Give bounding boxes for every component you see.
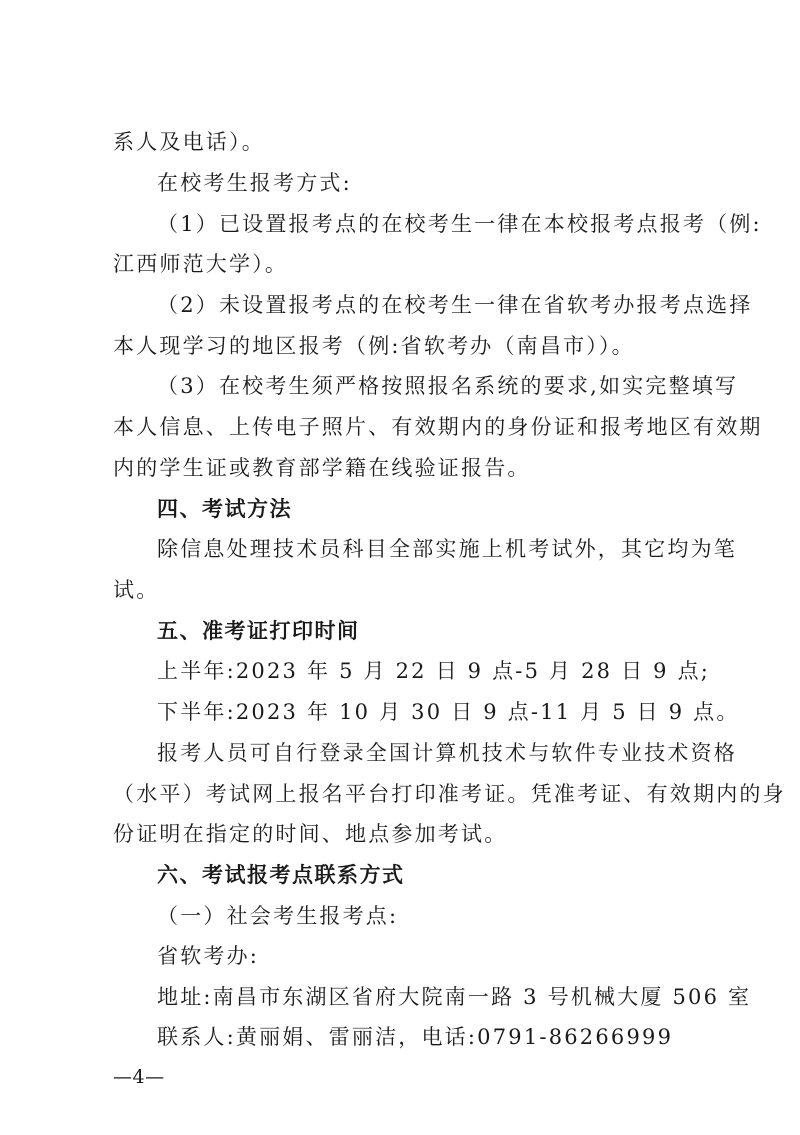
- text-line: 试。: [113, 578, 160, 602]
- section-heading: 五、准考证打印时间: [157, 619, 360, 643]
- text-line: 联系人:黄丽娟、雷丽洁，电话:0791-86266999: [157, 1025, 674, 1049]
- section-heading: 四、考试方法: [157, 497, 292, 521]
- text-line: 份证明在指定的时间、地点参加考试。: [113, 822, 508, 846]
- text-line: 上半年:2023 年 5 月 22 日 9 点-5 月 28 日 9 点;: [157, 659, 711, 683]
- text-line: 江西师范大学）。: [113, 252, 289, 276]
- text-line: （水平）考试网上报名平台打印准考证。凭准考证、有效期内的身: [113, 782, 786, 806]
- text-line: 除信息处理技术员科目全部实施上机考试外，其它均为笔: [157, 537, 737, 561]
- page-number: —4—: [113, 1066, 165, 1088]
- text-line: （3）在校考生须严格按照报名系统的要求,如实完整填写: [157, 374, 739, 398]
- text-line: 下半年:2023 年 10 月 30 日 9 点-11 月 5 日 9 点。: [157, 700, 740, 724]
- text-line: （2）未设置报考点的在校考生一律在省软考办报考点选择: [157, 293, 753, 317]
- text-line: 本人现学习的地区报考（例:省软考办（南昌市））。: [113, 334, 635, 358]
- text-line: 内的学生证或教育部学籍在线验证报告。: [113, 456, 531, 480]
- text-line: 地址:南昌市东湖区省府大院南一路 3 号机械大厦 506 室: [157, 985, 752, 1009]
- text-line: 在校考生报考方式:: [157, 171, 352, 195]
- text-line: 本人信息、上传电子照片、有效期内的身份证和报考地区有效期: [113, 415, 763, 439]
- text-line: （一）社会考生报考点:: [157, 904, 399, 928]
- text-line: （1）已设置报考点的在校考生一律在本校报考点报考（例:: [157, 212, 762, 236]
- section-heading: 六、考试报考点联系方式: [157, 863, 405, 887]
- text-line: 报考人员可自行登录全国计算机技术与软件专业技术资格: [157, 741, 737, 765]
- text-line: 省软考办:: [157, 944, 260, 968]
- text-line: 系人及电话）。: [113, 130, 265, 154]
